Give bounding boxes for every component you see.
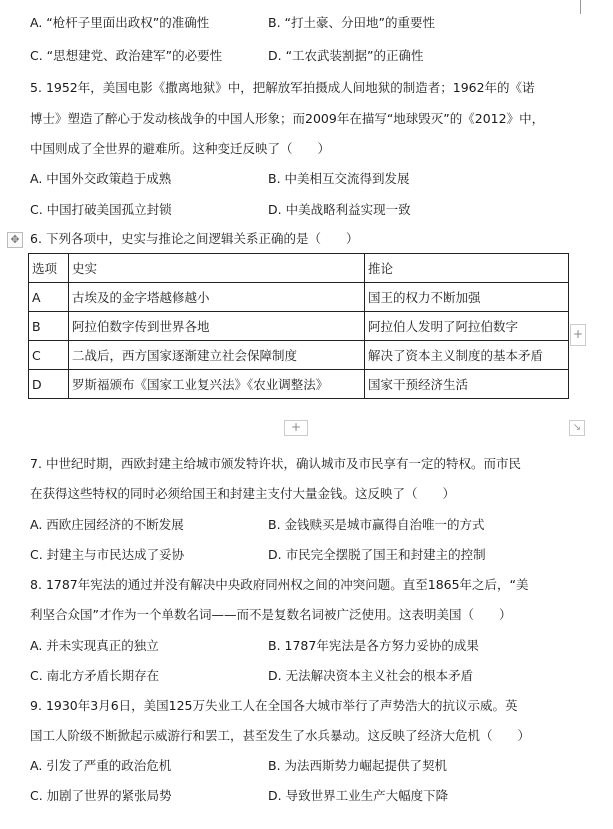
q7-stem-line-1 — [30, 455, 521, 473]
q5-stem-line-3: 中国则成了全世界的避难所。这种变迁反映了（ ） — [30, 141, 331, 156]
q4-option-a: A. “枪杆子里面出政权”的准确性 — [30, 15, 210, 30]
q5-option-a: A. 中国外交政策趋于成熟 — [30, 171, 172, 186]
q4-option-c: C. “思想建党、政治建军”的必要性 — [30, 48, 223, 63]
q5-text-1: 1952年，美国电影《撒离地狱》中，把解放军拍摄成人间地狱的制造者；1962年的《诺 — [45, 80, 535, 95]
q8-option-c: C. 南北方矛盾长期存在 — [30, 668, 160, 683]
q5-option-b: B. 中美相互交流得到发展 — [268, 171, 410, 186]
table-cell: 二战后，西方国家逐渐建立社会保障制度 — [69, 341, 365, 370]
q6-text: 下列各项中，史实与推论之间逻辑关系正确的是（ ） — [45, 231, 359, 246]
q8-stem-line-1 — [30, 576, 529, 594]
q9-number: 9. — [30, 698, 42, 713]
table-cell: 国王的权力不断加强 — [365, 283, 569, 312]
q9-text-1: 1930年3月6日，美国125万失业工人在全国各大城市举行了声势浩大的抗议示威。英 — [45, 698, 518, 713]
table-header-fact: 史实 — [69, 254, 365, 283]
q9-stem-line-1 — [30, 697, 518, 715]
q6-stem — [30, 230, 358, 248]
table-cell: 解决了资本主义制度的基本矛盾 — [365, 341, 569, 370]
q9-option-d: D. 导致世界工业生产大幅度下降 — [268, 788, 449, 803]
q7-number: 7. — [30, 456, 42, 471]
table-cell: 罗斯福颁布《国家工业复兴法》《农业调整法》 — [69, 370, 365, 399]
q7-stem-line-2: 在获得这些特权的同时必须给国王和封建主支付大量金钱。这反映了（ ） — [30, 486, 456, 501]
q4-option-d: D. “工农武装割据”的正确性 — [268, 48, 424, 63]
q5-option-c: C. 中国打破美国孤立封锁 — [30, 202, 172, 217]
table-cell: A — [29, 283, 69, 312]
table-header-option: 选项 — [29, 254, 69, 283]
table-cell: C — [29, 341, 69, 370]
q6-number: 6. — [30, 231, 42, 246]
table-cell: 古埃及的金字塔越修越小 — [69, 283, 365, 312]
q9-option-a: A. 引发了严重的政治危机 — [30, 758, 172, 773]
q7-option-c: C. 封建主与市民达成了妥协 — [30, 547, 185, 562]
table-cell: 阿拉伯数字传到世界各地 — [69, 312, 365, 341]
q8-option-b: B. 1787年宪法是各方努力妥协的成果 — [268, 638, 479, 653]
q8-text-1: 1787年宪法的通过并没有解决中央政府同州权之间的冲突问题。直至1865年之后，“美 — [45, 577, 529, 592]
table-cell: B — [29, 312, 69, 341]
table-cell: 国家干预经济生活 — [365, 370, 569, 399]
page-corner-mark — [580, 0, 581, 14]
add-row-button[interactable]: + — [284, 420, 308, 436]
q6-table — [28, 253, 569, 399]
q8-stem-line-2: 利坚合众国”才作为一个单数名词——而不是复数名词被广泛使用。这表明美国（ ） — [30, 607, 512, 622]
q9-stem-line-2: 国工人阶级不断掀起示威游行和罢工，甚至发生了水兵暴动。这反映了经济大危机（ ） — [30, 728, 531, 743]
table-row — [29, 341, 569, 370]
q9-option-c: C. 加剧了世界的紧张局势 — [30, 788, 172, 803]
table-header-row — [29, 254, 569, 283]
q5-stem-line-1 — [30, 79, 535, 97]
table-row — [29, 312, 569, 341]
table-row — [29, 370, 569, 399]
q5-stem-line-2: 博士》塑造了醉心于发动核战争的中国人形象；而2009年在描写“地球毁灭”的《2012》中， — [30, 111, 545, 126]
q5-option-d: D. 中美战略利益实现一致 — [268, 202, 411, 217]
add-column-button[interactable]: + — [570, 324, 586, 346]
q9-option-b: B. 为法西斯势力崛起提供了契机 — [268, 758, 448, 773]
q7-option-d: D. 市民完全摆脱了国王和封建主的控制 — [268, 547, 486, 562]
table-cell: D — [29, 370, 69, 399]
q8-number: 8. — [30, 577, 42, 592]
table-move-handle-icon[interactable]: ✥ — [7, 232, 23, 248]
q7-option-b: B. 金钱赎买是城市赢得自治唯一的方式 — [268, 517, 485, 532]
table-row — [29, 283, 569, 312]
table-cell: 阿拉伯人发明了阿拉伯数字 — [365, 312, 569, 341]
q8-option-d: D. 无法解决资本主义社会的根本矛盾 — [268, 668, 474, 683]
table-resize-handle-icon[interactable]: ↘ — [569, 420, 585, 436]
table-header-inference: 推论 — [365, 254, 569, 283]
q7-option-a: A. 西欧庄园经济的不断发展 — [30, 517, 184, 532]
q7-text-1: 中世纪时期，西欧封建主给城市颁发特许状，确认城市及市民享有一定的特权。而市民 — [45, 456, 521, 471]
q5-number: 5. — [30, 80, 42, 95]
q8-option-a: A. 并未实现真正的独立 — [30, 638, 159, 653]
q4-option-b: B. “打土豪、分田地”的重要性 — [268, 15, 435, 30]
